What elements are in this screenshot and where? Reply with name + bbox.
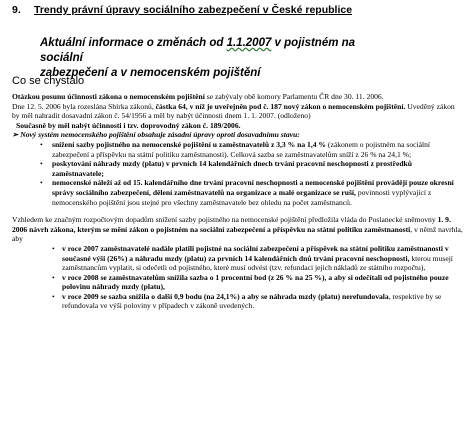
p4-text: Nový systém nemocenského pojištění obsahuje zásadní úpravy oproti dosavadnímu stavu: (20, 130, 300, 140)
subtitle-line1-suffix: v pojistném na sociální (40, 37, 356, 64)
p2-a: Dne 12. 5. 2006 byla rozeslána Sbírka zákonů, (12, 101, 156, 111)
list-item (52, 243, 464, 273)
bullet-list-1 (12, 140, 464, 207)
bullet-rest: (zákonem o pojistném na sociální zabezpečení a příspěvku na státní politiku zaměstnanosti). Celková sazba se zaměstnavatelům sníží z 26 % na 24,1 %; (52, 139, 430, 159)
bullet-icon: • (52, 243, 55, 253)
bullet-tail: (tzv. refundaci jejich nákladů ze státního rozpočtu), (267, 263, 426, 273)
p5-a: Vzhledem ke značným rozpočtovým dopadům snížení sazby pojistného na nemocenské pojištění předložila vláda do Poslanecké sněmovny (12, 215, 438, 225)
paragraph-3: Současně by měl nabýt účinnosti i tzv. doprovodný zákon č. 189/2006. (16, 120, 241, 130)
paragraph-4 (12, 130, 464, 140)
arrow-icon: ➢ (12, 130, 21, 140)
p1-rest: se zabývaly obě komory Parlamentu ČR dne 30. 11. 2006. (204, 92, 384, 101)
bullet-bold: poskytování náhrady mzdy (platu) v prvních 14 kalendářních dnech trvání pracovní neschopnosti z prostředků zaměstnavatele; (52, 159, 412, 178)
bullet-bold: nemocenské náleží až od 15. kalendářního dne trvání pracovní neschopnosti a nemocenské pojištění provádějí pouze okresní správy sociálního zabezpečení, dělení zaměstnavatelů na organizace a malé organizace se ruší, (52, 178, 454, 197)
p1-bold: Otázkou posunu účinnosti zákona o nemocenském pojištění (12, 92, 205, 101)
list-item (52, 272, 464, 292)
bullet-bold: v roce 2007 zaměstnavatelé nadále platili pojistné na sociální zabezpečení a příspěvek na státní politiku zaměstnanosti v současné výši (26%) a náhradu mzdy (platu) za prvních 14 kalendářních dnů trvání pracovní neschopnosti, (62, 243, 449, 263)
paragraph-1 (12, 92, 464, 102)
document-body (12, 92, 464, 311)
bullet-icon: • (40, 159, 43, 169)
bullet-bold: v roce 2009 se sazba snížila o další 0,9 bodu (na 24,1%) a aby se náhrada mzdy (platu) nerefundovala (62, 291, 389, 301)
p2-c: Uveděný zákon by měl nahradit dosavadní zákon č. 54/1956 a měl by nabýt účinnosti dnem 1. 1. 2007. (odloženo) (12, 101, 455, 121)
p2-b: částka 64, v níž je uveřejněn pod č. 187 nový zákon o nemocenském pojištění. (155, 101, 406, 111)
bullet-icon: • (52, 291, 55, 301)
article-subtitle (40, 36, 400, 81)
bullet-rest: , respektive by se refundovala ve výši poloviny v případech v zákoně uvedených. (62, 291, 442, 311)
p5-c: , v němž navrhla, aby (12, 224, 463, 244)
subtitle-line2: zabezpečení a v nemocenském pojištění (40, 67, 261, 79)
paragraph-5 (12, 215, 464, 244)
bullet-bold: v roce 2008 se zaměstnavatelům snížila sazba o 1 procentní bod (z 26 % na 25 %), a aby si odečítali od pojistného pouze polovinu náhrady mzdy (platu), (62, 272, 449, 292)
list-item (40, 178, 464, 207)
chapter-heading (12, 4, 352, 16)
bullet-bold: snížení sazby pojistného na nemocenské pojištění u zaměstnavatelů z 3,3 % na 1,4 % (52, 139, 327, 149)
subtitle-line1-prefix: Aktuální informace o změnách od (40, 37, 227, 49)
bullet-icon: • (52, 272, 55, 282)
paragraph-2 (12, 102, 464, 121)
list-item (52, 291, 464, 311)
list-item (40, 139, 464, 159)
chapter-title: Trendy právní úpravy sociálního zabezpečení v České republice (34, 4, 353, 16)
bullet-icon: • (40, 178, 43, 188)
p5-b: 1. 9. 2006 návrh zákona, kterým se mění zákon o pojistném na sociální zabezpečení a příspěvku na státní politiku zaměstnanosti (12, 215, 451, 234)
bullet-rest: kterou musejí zaměstnancům vyplatit, si odečetli od pojistného, které musí odvést (62, 253, 453, 273)
subtitle-date: 1.1.2007 (226, 37, 272, 49)
bullet-list-2 (12, 244, 464, 311)
section-title: Co se chystalo (12, 75, 85, 87)
list-item (40, 159, 464, 178)
bullet-icon: • (40, 139, 43, 149)
bullet-rest: povinnosti vyplývající z nemocenského pojištění jsou stejné pro všechny zaměstnavatele bez ohledu na počet zaměstnanců. (52, 187, 432, 207)
chapter-number: 9. (12, 4, 21, 16)
spacer (12, 207, 464, 215)
